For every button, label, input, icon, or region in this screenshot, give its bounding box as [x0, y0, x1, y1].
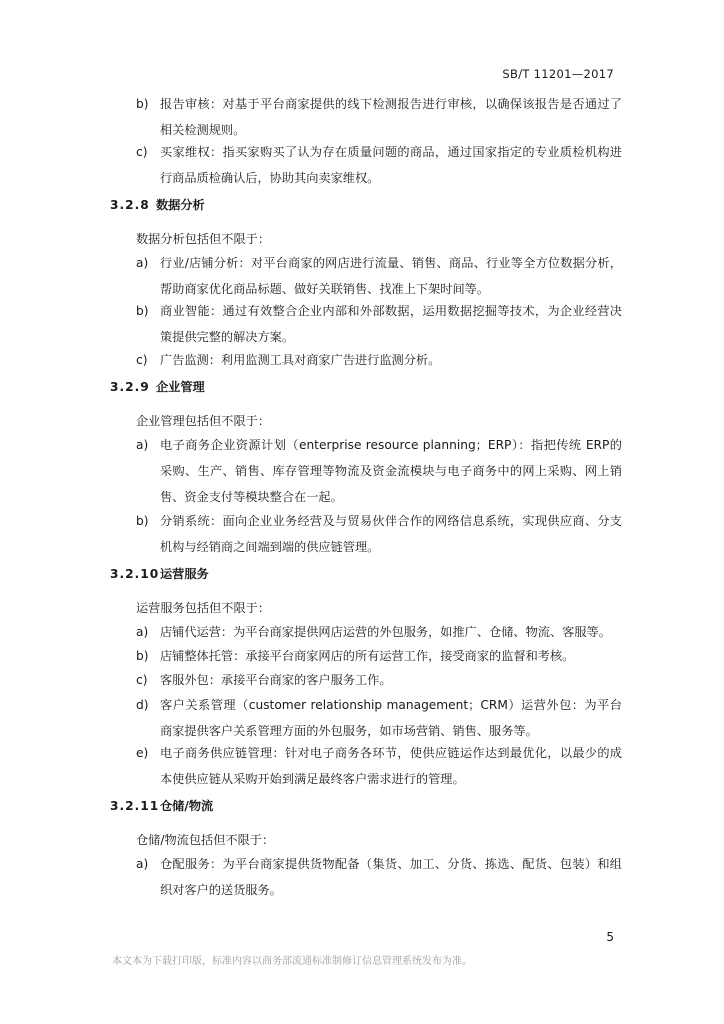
- section-intro: 运营服务包括但不限于：: [136, 601, 271, 615]
- list-item-text: 电子商务供应链管理：针对电子商务各环节，使供应链运作达到最优化，以最少的成本使供应链从采购开始到满足最终客户需求进行的管理。: [160, 746, 622, 786]
- list-item-text: 电子商务企业资源计划（enterprise resource planning；ERP）：指把传统 ERP的采购、生产、销售、库存管理等物流及资金流模块与电子商务中的网上采购、网上销售、资金支付等模块整合在一起。: [160, 438, 622, 504]
- section-intro: 仓储/物流包括但不限于：: [136, 833, 275, 847]
- list-marker: d): [136, 698, 149, 712]
- list-item-report-review: [136, 91, 622, 143]
- page-number: 5: [606, 930, 614, 944]
- section-title: 数据分析: [156, 198, 205, 212]
- list-item-text: 客服外包：承接平台商家的客户服务工作。: [160, 673, 392, 687]
- list-marker: e): [136, 746, 149, 760]
- list-marker: c): [136, 673, 148, 687]
- footer-disclaimer: 本文本为下载打印版，标准内容以商务部流通标准制修订信息管理系统发布为准。: [112, 956, 472, 967]
- list-item-crm: [136, 692, 622, 744]
- list-marker: a): [136, 256, 149, 270]
- list-item-text: 客户关系管理（customer relationship management；CRM）运营外包：为平台商家提供客户关系管理方面的外包服务，如市场营销、销售、服务等。: [160, 698, 622, 738]
- list-marker: c): [136, 353, 148, 367]
- section-intro: 数据分析包括但不限于：: [136, 232, 271, 246]
- list-marker: a): [136, 625, 149, 639]
- section-number: 3.2.11: [110, 799, 160, 813]
- list-item-text: 广告监测：利用监测工具对商家广告进行监测分析。: [160, 353, 441, 367]
- section-number: 3.2.9: [110, 380, 150, 394]
- list-item-customer-service: [136, 667, 622, 693]
- list-item-text: 行业/店铺分析：对平台商家的网店进行流量、销售、商品、行业等全方位数据分析，帮助商家优化商品标题、做好关联销售、找准上下架时间等。: [160, 256, 622, 296]
- list-marker: b): [136, 649, 149, 663]
- list-item-text: 店铺整体托管：承接平台商家网店的所有运营工作，接受商家的监督和考核。: [160, 649, 575, 663]
- list-item-text: 仓配服务：为平台商家提供货物配备（集货、加工、分货、拣选、配货、包装）和组织对客户的送货服务。: [160, 857, 622, 897]
- list-marker: b): [136, 514, 149, 528]
- section-number: 3.2.8: [110, 198, 150, 212]
- section-intro: 企业管理包括但不限于：: [136, 414, 271, 428]
- list-item-store-hosting: [136, 643, 622, 669]
- list-marker: c): [136, 145, 148, 159]
- list-item-text: 商业智能：通过有效整合企业内部和外部数据，运用数据挖掘等技术，为企业经营决策提供完整的解决方案。: [160, 304, 622, 344]
- list-item-text: 分销系统：面向企业业务经营及与贸易伙伴合作的网络信息系统，实现供应商、分支机构与经销商之间端到端的供应链管理。: [160, 514, 622, 554]
- section-title: 企业管理: [156, 380, 205, 394]
- list-item-business-intelligence: [136, 298, 622, 350]
- list-item-buyer-rights: [136, 139, 622, 191]
- section-title: 仓储/物流: [160, 799, 214, 813]
- section-title: 运营服务: [160, 567, 209, 581]
- list-item-industry-analysis: [136, 250, 622, 302]
- list-item-supply-chain: [136, 740, 622, 792]
- list-item-text: 报告审核：对基于平台商家提供的线下检测报告进行审核，以确保该报告是否通过了相关检测规则。: [160, 97, 622, 137]
- list-item-store-operation: [136, 619, 622, 645]
- list-item-text: 买家维权：指买家购买了认为存在质量问题的商品，通过国家指定的专业质检机构进行商品质检确认后，协助其向卖家维权。: [160, 145, 622, 185]
- list-item-text: 店铺代运营：为平台商家提供网店运营的外包服务，如推广、仓储、物流、客服等。: [160, 625, 611, 639]
- section-number: 3.2.10: [110, 567, 160, 581]
- list-item-warehouse-distribution: [136, 851, 622, 903]
- list-marker: b): [136, 304, 149, 318]
- section-heading-3-2-11: [110, 793, 213, 819]
- list-item-ad-monitoring: [136, 347, 622, 373]
- list-marker: b): [136, 97, 149, 111]
- section-heading-3-2-8: [110, 192, 205, 218]
- list-marker: a): [136, 857, 149, 871]
- list-item-distribution-system: [136, 508, 622, 560]
- standard-code: SB/T 11201—2017: [502, 67, 614, 81]
- list-item-erp: [136, 432, 622, 510]
- section-heading-3-2-10: [110, 561, 209, 587]
- section-heading-3-2-9: [110, 374, 205, 400]
- list-marker: a): [136, 438, 149, 452]
